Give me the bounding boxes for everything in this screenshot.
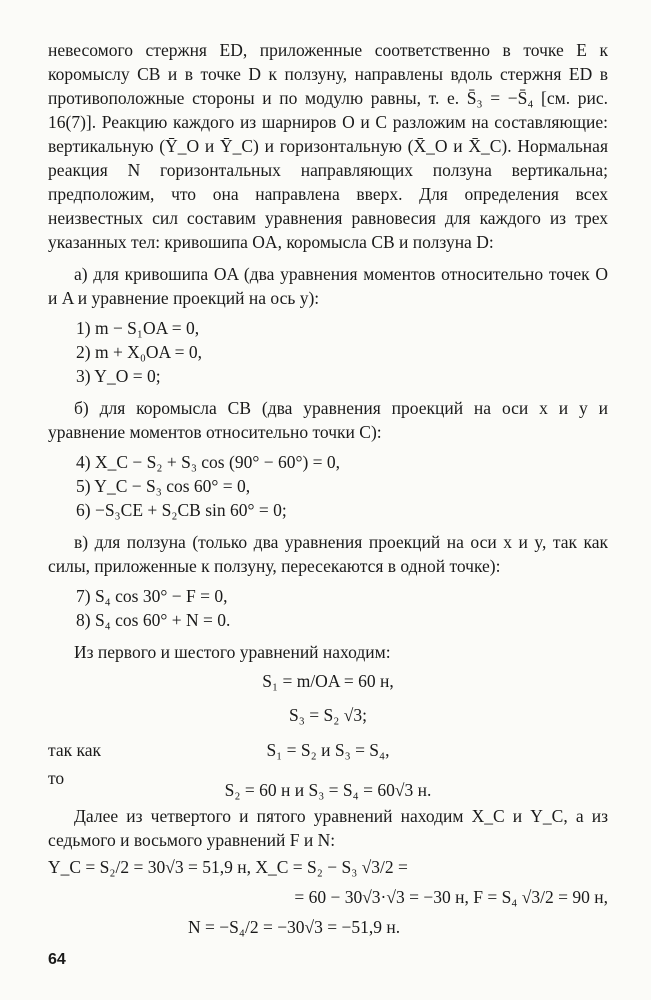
equation-8: 8) S₄ cos 60° + N = 0. — [76, 610, 231, 630]
result-s3: S₃ = S₂ √3; — [289, 705, 367, 725]
equation-3: 3) Y_O = 0; — [76, 366, 161, 386]
relation: S₁ = S₂ и S₃ = S₄, — [266, 740, 390, 760]
equation-2: 2) m + X₀OA = 0, — [76, 342, 202, 362]
first-sixth-intro: Из первого и шестого уравнений находим: — [74, 642, 391, 662]
final-line-3: N = −S₄/2 = −30√3 = −51,9 н. — [188, 917, 401, 937]
equation-7: 7) S₄ cos 30° − F = 0, — [76, 586, 228, 606]
label-then: то — [48, 768, 65, 788]
equations-b — [76, 450, 608, 522]
result-s2-row — [48, 760, 608, 800]
equation-6: 6) −S₃CE + S₂CB sin 60° = 0; — [76, 500, 287, 520]
final-results — [48, 852, 608, 942]
label-since: так как — [48, 740, 102, 760]
section-a-heading: а) для кривошипа OA (два уравнения моментов относительно точек O и A и уравнение проекций на ось y): — [48, 264, 608, 308]
equations-a — [76, 316, 608, 388]
section-c-heading: в) для ползуна (только два уравнения проекций на оси x и y, так как силы, приложенные к ползуну, пересекаются в одной точке): — [48, 532, 608, 576]
page-number: 64 — [48, 951, 66, 968]
equation-1: 1) m − S₁OA = 0, — [76, 318, 200, 338]
section-b-heading: б) для коромысла CB (два уравнения проекций на оси x и y и уравнение моментов относительно точки C): — [48, 398, 608, 442]
result-s2: S₂ = 60 н и S₃ = S₄ = 60√3 н. — [224, 780, 432, 800]
equation-5: 5) Y_C − S₃ cos 60° = 0, — [76, 476, 251, 496]
page-body — [48, 38, 608, 942]
equations-c — [76, 584, 608, 632]
intro-paragraph: невесомого стержня ED, приложенные соответственно в точке E к коромыслу CB и в точке D к ползуну, направлены вдоль стержня ED в противоположные стороны и по модулю равны, т. е. S̄₃ = −S̄₄ [см. рис. 16(7)]. Реакцию каждого из шарниров O и C разложим на составляющие: вертикальную (Ȳ_O и Ȳ_C) и горизонтальную (X̄_O и X̄_C). Нормальная реакция N горизонтальных направляющих ползуна вертикальна; предположим, что она направлена вверх. Для определения всех неизвестных сил составим уравнения равновесия для каждого из трех указанных тел: кривошипа OA, коромысла CB и ползуна D: — [48, 40, 608, 252]
final-line-2: = 60 − 30√3·√3 = −30 н, F = S₄ √3/2 = 90 н, — [294, 887, 608, 907]
result-s1: S₁ = m/OA = 60 н, — [262, 671, 394, 691]
relation-row — [48, 732, 608, 760]
equation-4: 4) X_C − S₂ + S₃ cos (90° − 60°) = 0, — [76, 452, 341, 472]
final-line-1: Y_C = S₂/2 = 30√3 = 51,9 н, X_C = S₂ − S₃ √3/2 = — [48, 857, 408, 877]
further-intro: Далее из четвертого и пятого уравнений находим X_C и Y_C, а из седьмого и восьмого уравнений F и N: — [48, 806, 608, 850]
